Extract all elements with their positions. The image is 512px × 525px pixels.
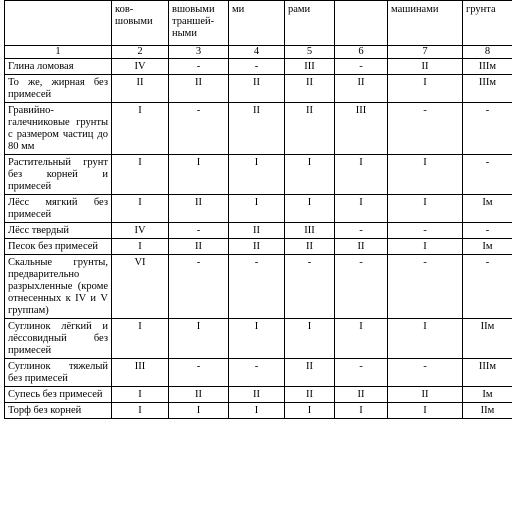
group-value-cell: II (388, 387, 463, 403)
group-value-cell: - (463, 103, 512, 155)
group-value-cell: IIIм (463, 359, 512, 387)
group-value-cell: I (229, 195, 285, 223)
column-number: 7 (388, 46, 463, 59)
group-value-cell: I (112, 319, 169, 359)
soil-name-cell: То же, жирная без примесей (5, 75, 112, 103)
group-value-cell: - (388, 359, 463, 387)
group-value-cell: II (169, 75, 229, 103)
column-number: 8 (463, 46, 512, 59)
group-value-cell: - (169, 255, 229, 319)
column-number: 1 (5, 46, 112, 59)
header-row (5, 1, 512, 46)
group-value-cell: - (463, 155, 512, 195)
group-value-cell: I (388, 195, 463, 223)
group-value-cell: - (388, 255, 463, 319)
header-cell (5, 1, 112, 46)
group-value-cell: I (388, 155, 463, 195)
table-row (5, 387, 512, 403)
group-value-cell: I (169, 403, 229, 419)
group-value-cell: I (229, 403, 285, 419)
header-cell: рами (285, 1, 335, 46)
group-value-cell: VI (112, 255, 169, 319)
table-row (5, 103, 512, 155)
group-value-cell: I (335, 319, 388, 359)
group-value-cell: I (112, 403, 169, 419)
group-value-cell: III (335, 103, 388, 155)
group-value-cell: II (285, 103, 335, 155)
soil-name-cell: Растительный грунт без корней и примесей (5, 155, 112, 195)
group-value-cell: - (463, 255, 512, 319)
group-value-cell: II (229, 75, 285, 103)
soil-group-table (4, 0, 512, 419)
group-value-cell: I (285, 195, 335, 223)
table-row (5, 319, 512, 359)
group-value-cell: - (463, 223, 512, 239)
group-value-cell: II (169, 195, 229, 223)
group-value-cell: - (335, 255, 388, 319)
group-value-cell: II (229, 387, 285, 403)
group-value-cell: IIм (463, 403, 512, 419)
group-value-cell: I (335, 195, 388, 223)
table-row (5, 403, 512, 419)
group-value-cell: I (285, 155, 335, 195)
group-value-cell: I (229, 319, 285, 359)
group-value-cell: III (285, 59, 335, 75)
table-row (5, 255, 512, 319)
group-value-cell: I (285, 403, 335, 419)
group-value-cell: I (112, 195, 169, 223)
soil-name-cell: Гравийно-галечниковые грунты с размером частиц до 80 мм (5, 103, 112, 155)
group-value-cell: I (335, 155, 388, 195)
group-value-cell: III (285, 223, 335, 239)
group-value-cell: IIм (463, 319, 512, 359)
group-value-cell: I (388, 403, 463, 419)
group-value-cell: IV (112, 223, 169, 239)
group-value-cell: I (388, 319, 463, 359)
soil-name-cell: Торф без корней (5, 403, 112, 419)
group-value-cell: II (229, 239, 285, 255)
table-row (5, 59, 512, 75)
group-value-cell: II (335, 239, 388, 255)
table-row (5, 223, 512, 239)
group-value-cell: - (285, 255, 335, 319)
column-number: 2 (112, 46, 169, 59)
column-number: 4 (229, 46, 285, 59)
group-value-cell: IIIм (463, 75, 512, 103)
soil-name-cell: Скальные грунты, предварительно разрыхленные (кроме отнесенных к IV и V группам) (5, 255, 112, 319)
group-value-cell: IV (112, 59, 169, 75)
group-value-cell: II (169, 239, 229, 255)
column-number: 3 (169, 46, 229, 59)
table-row (5, 195, 512, 223)
group-value-cell: - (388, 103, 463, 155)
column-number-row (5, 46, 512, 59)
header-cell (335, 1, 388, 46)
group-value-cell: II (169, 387, 229, 403)
soil-name-cell: Песок без примесей (5, 239, 112, 255)
header-cell: ми (229, 1, 285, 46)
group-value-cell: IIIм (463, 59, 512, 75)
soil-name-cell: Суглинок лёгкий и лёссовидный без примесей (5, 319, 112, 359)
group-value-cell: II (285, 75, 335, 103)
group-value-cell: II (285, 387, 335, 403)
soil-name-cell: Суглинок тяжелый без примесей (5, 359, 112, 387)
table-row (5, 75, 512, 103)
group-value-cell: I (112, 387, 169, 403)
header-cell: грунта (463, 1, 512, 46)
group-value-cell: I (335, 403, 388, 419)
group-value-cell: - (229, 359, 285, 387)
group-value-cell: - (169, 59, 229, 75)
document-page (4, 0, 512, 419)
group-value-cell: - (169, 359, 229, 387)
group-value-cell: I (388, 239, 463, 255)
group-value-cell: - (388, 223, 463, 239)
soil-name-cell: Глина ломовая (5, 59, 112, 75)
table-row (5, 239, 512, 255)
soil-name-cell: Супесь без примесей (5, 387, 112, 403)
table-row (5, 359, 512, 387)
group-value-cell: II (229, 223, 285, 239)
group-value-cell: II (335, 387, 388, 403)
group-value-cell: I (229, 155, 285, 195)
group-value-cell: II (112, 75, 169, 103)
group-value-cell: II (229, 103, 285, 155)
group-value-cell: II (335, 75, 388, 103)
header-cell: вшовыми траншей- ными (169, 1, 229, 46)
group-value-cell: Iм (463, 387, 512, 403)
group-value-cell: I (112, 239, 169, 255)
soil-name-cell: Лёсс мягкий без примесей (5, 195, 112, 223)
group-value-cell: - (335, 59, 388, 75)
table-row (5, 155, 512, 195)
group-value-cell: II (285, 359, 335, 387)
group-value-cell: - (335, 359, 388, 387)
group-value-cell: II (388, 59, 463, 75)
group-value-cell: - (335, 223, 388, 239)
column-number: 6 (335, 46, 388, 59)
column-number: 5 (285, 46, 335, 59)
group-value-cell: I (388, 75, 463, 103)
group-value-cell: I (169, 155, 229, 195)
group-value-cell: I (169, 319, 229, 359)
group-value-cell: I (285, 319, 335, 359)
header-cell: машинами (388, 1, 463, 46)
group-value-cell: II (285, 239, 335, 255)
group-value-cell: Iм (463, 239, 512, 255)
group-value-cell: I (112, 103, 169, 155)
group-value-cell: III (112, 359, 169, 387)
group-value-cell: - (229, 59, 285, 75)
soil-name-cell: Лёсс твердый (5, 223, 112, 239)
group-value-cell: - (169, 103, 229, 155)
group-value-cell: - (169, 223, 229, 239)
header-cell: ков- шовыми (112, 1, 169, 46)
group-value-cell: - (229, 255, 285, 319)
table-body (5, 1, 512, 419)
group-value-cell: Iм (463, 195, 512, 223)
group-value-cell: I (112, 155, 169, 195)
